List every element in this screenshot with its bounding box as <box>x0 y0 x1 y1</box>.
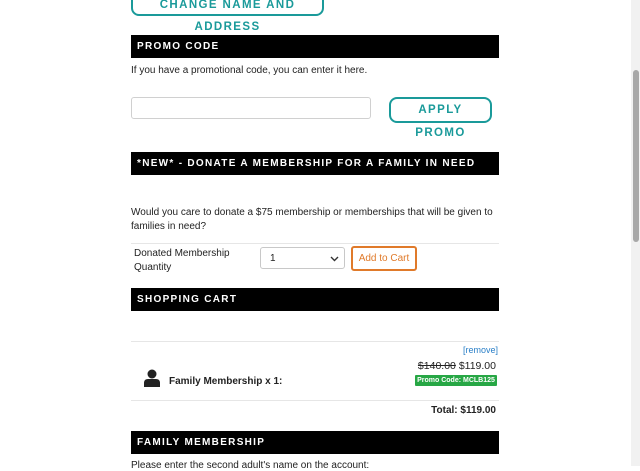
promo-code-heading: PROMO CODE <box>131 35 499 58</box>
shopping-cart-heading: SHOPPING CART <box>131 288 499 311</box>
divider <box>131 400 499 401</box>
family-membership-heading: FAMILY MEMBERSHIP <box>131 431 499 454</box>
cart-item-label: Family Membership x 1: <box>169 376 283 387</box>
scrollbar-thumb[interactable] <box>633 70 639 242</box>
promo-code-description: If you have a promotional code, you can enter it here. <box>131 65 368 76</box>
donated-quantity-select[interactable] <box>260 247 345 269</box>
original-price: $140.00 <box>417 360 456 372</box>
change-name-address-button[interactable]: CHANGE NAME AND ADDRESS <box>131 0 324 16</box>
promo-code-badge: Promo Code: MCLB125 <box>415 375 497 386</box>
family-membership-description: Please enter the second adult's name on the account: <box>131 460 370 471</box>
chevron-down-icon <box>330 256 339 262</box>
remove-item-link[interactable]: [remove] <box>463 345 499 355</box>
cart-total: Total: $119.00 <box>431 405 496 416</box>
item-price: $119.00 <box>458 360 496 372</box>
donate-question: Would you care to donate a $75 membership or memberships that will be given to families in need? <box>131 207 493 232</box>
person-icon <box>144 369 160 387</box>
page-scrollbar[interactable] <box>631 0 640 466</box>
donated-quantity-value: 1 <box>270 253 276 264</box>
apply-promo-button[interactable]: APPLY PROMO <box>389 97 492 123</box>
divider <box>131 341 499 342</box>
donate-membership-heading: *NEW* - DONATE A MEMBERSHIP FOR A FAMILY IN NEED <box>131 152 499 175</box>
price-row <box>418 360 496 372</box>
add-to-cart-button[interactable]: Add to Cart <box>351 246 417 271</box>
donated-quantity-label: Donated Membership Quantity <box>134 248 230 273</box>
divider <box>131 243 499 244</box>
promo-code-input[interactable] <box>131 97 371 119</box>
